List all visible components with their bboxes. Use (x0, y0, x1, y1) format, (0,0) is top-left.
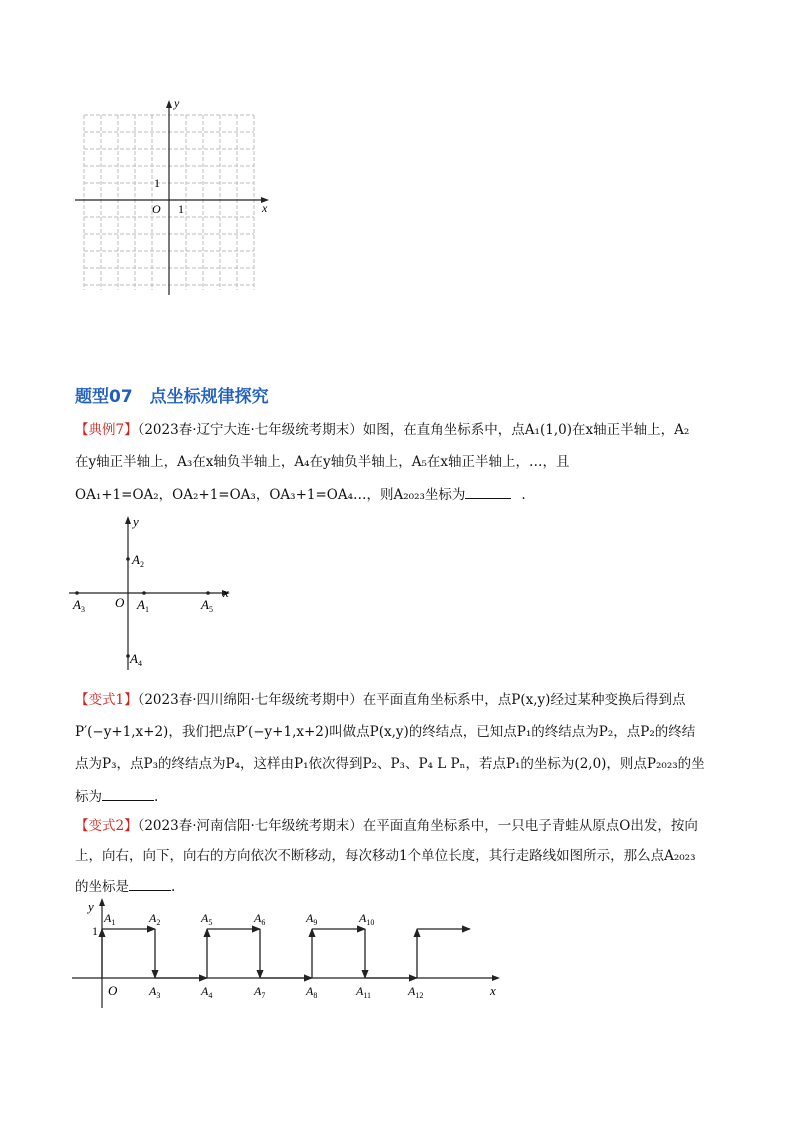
ex7-origin: O (115, 595, 125, 610)
v2-x-label: x (490, 983, 496, 998)
v2-line2: 上，向右，向下，向右的方向依次不断移动，每次移动1个单位长度，其行走路线如图所示，那么点A₂₀₂₃ (75, 848, 696, 864)
v2-text1: 在平面直角坐标系中，一只电子青蛙从原点O出发，按向 (362, 818, 698, 834)
v1-line2: P′(−y+1,x+2)，我们把点P′(−y+1,x+2)叫做点P(x,y)的终结点，已知点P₁的终结点为P₂，点P₂的终结 (75, 724, 696, 740)
ex7-label-a3: $A_3$ (73, 597, 85, 614)
v2-text3: 的坐标是 (75, 879, 129, 895)
ex7-answer-blank (465, 484, 511, 499)
ex7-point-a2 (126, 557, 130, 561)
v2-line1 (75, 816, 698, 836)
ex7-source: （2023春·辽宁大连·七年级统考期末） (137, 422, 363, 438)
v2-label-a11: $A_{11}$ (356, 984, 372, 1000)
ex7-x-label: x (223, 585, 229, 600)
unit-y-label: 1 (154, 176, 160, 190)
v2-label-a9: $A_9$ (306, 911, 318, 927)
v2-label-a4: $A_4$ (201, 984, 213, 1000)
v1-text1: 在平面直角坐标系中，点P(x,y)经过某种变换后得到点 (362, 692, 686, 708)
ex7-text3: OA₁+1=OA₂，OA₂+1=OA₃，OA₃+1=OA₄…，则A₂₀₂₃坐标为 (75, 487, 466, 503)
v2-label-a5: $A_5$ (201, 911, 213, 927)
ex7-line3 (75, 484, 526, 505)
v1-line1 (75, 690, 685, 710)
v1-line3: 点为P₃，点P₃的终结点为P₄，这样由P₁依次得到P₂、P₃、P₄ L Pₙ，若点P₁的坐标为(2,0)，则点P₂₀₂₃的坐 (75, 756, 705, 772)
v2-tag: 【变式2】 (75, 818, 138, 834)
coordinate-grid-figure (70, 95, 280, 300)
v2-y-label: y (88, 899, 94, 914)
ex7-y-arrow (125, 516, 131, 524)
v1-tag: 【变式1】 (75, 692, 138, 708)
ex7-tag: 【典例7】 (75, 422, 138, 438)
ex7-label-a2: $A_2$ (132, 552, 144, 569)
v2-label-a6: $A_6$ (254, 911, 266, 927)
v2-path (102, 929, 470, 978)
v1-line4 (75, 786, 158, 807)
v2-x-arrow (492, 975, 500, 981)
ex7-line1 (75, 420, 689, 440)
v1-source: （2023春·四川绵阳·七年级统考期中） (137, 692, 363, 708)
v2-label-a2: $A_2$ (149, 911, 161, 927)
v2-line3 (75, 876, 175, 897)
v2-label-a1: $A_1$ (104, 911, 116, 927)
v2-source: （2023春·河南信阳·七年级统考期末） (137, 818, 363, 834)
ex7-line2: 在y轴正半轴上，A₃在x轴负半轴上，A₄在y轴负半轴上，A₅在x轴正半轴上，…，且 (75, 454, 570, 470)
v2-answer-blank (129, 876, 171, 891)
v2-figure (70, 895, 510, 1010)
ex7-label-a1: $A_1$ (137, 597, 149, 614)
unit-x-label: 1 (178, 202, 184, 216)
section-title: 题型07 点坐标规律探究 (75, 387, 269, 407)
v2-label-a8: $A_8$ (306, 984, 318, 1000)
origin-label: O (152, 202, 161, 216)
v1-answer-blank (102, 786, 154, 801)
x-label: x (262, 201, 268, 215)
v2-unit-y: 1 (92, 924, 98, 938)
v2-label-a10: $A_{10}$ (359, 911, 375, 927)
ex7-figure (65, 512, 240, 672)
v2-origin: O (108, 983, 118, 998)
ex7-y-label: y (133, 514, 139, 529)
ex7-end: . (521, 487, 526, 503)
ex7-text1: 如图，在直角坐标系中，点A₁(1,0)在x轴正半轴上，A₂ (362, 422, 690, 438)
ex7-point-a3 (75, 591, 79, 595)
ex7-label-a5: $A_5$ (201, 597, 213, 614)
v2-end: . (171, 879, 176, 895)
ex7-point-a1 (142, 591, 146, 595)
ex7-point-a5 (206, 591, 210, 595)
y-label: y (174, 96, 180, 110)
v1-text4: 标为 (75, 789, 102, 805)
v2-label-a7: $A_7$ (254, 984, 266, 1000)
y-axis-arrow (166, 100, 172, 108)
v1-end: . (154, 789, 159, 805)
v2-label-a12: $A_{12}$ (408, 984, 424, 1000)
ex7-label-a4: $A_4$ (130, 651, 142, 668)
v2-y-arrow (99, 898, 105, 906)
v2-label-a3: $A_3$ (149, 984, 161, 1000)
